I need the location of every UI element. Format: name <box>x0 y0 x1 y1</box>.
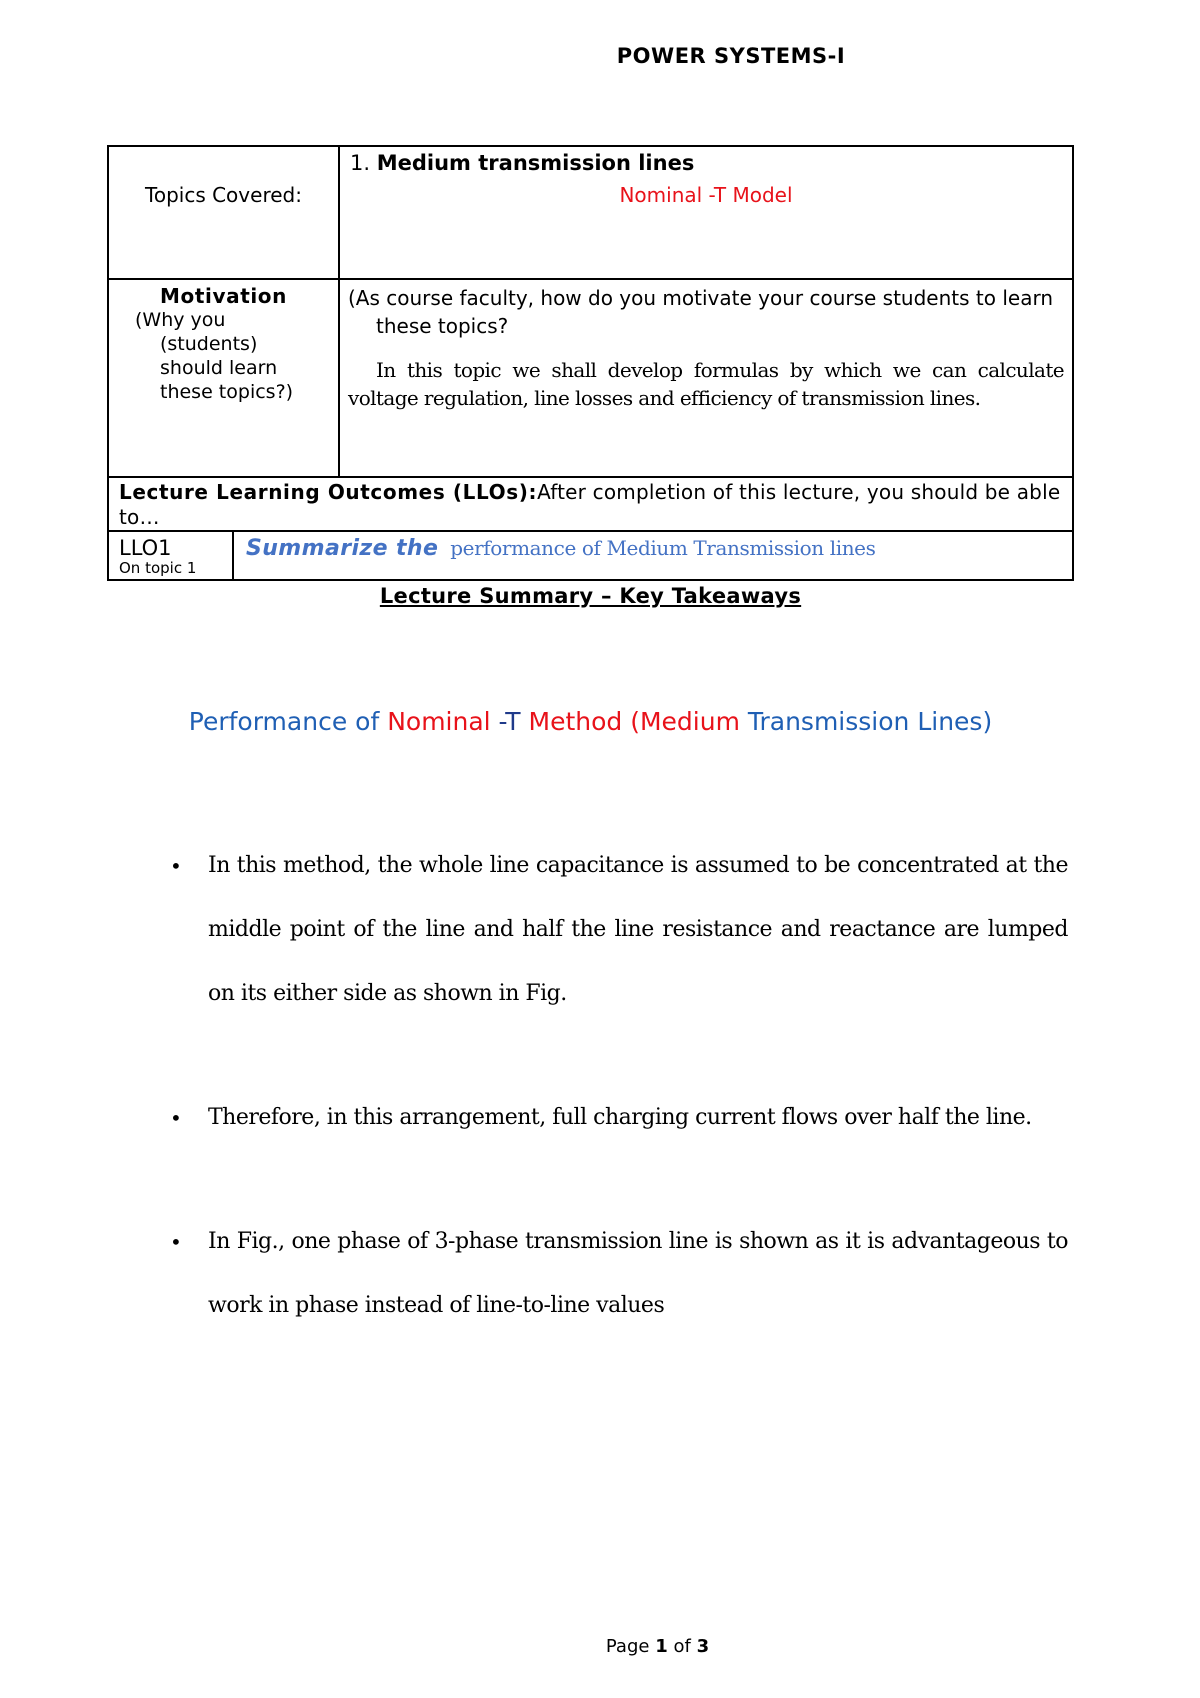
llo-id-cell <box>109 532 234 579</box>
motivation-why-line1: (Why you <box>135 309 226 331</box>
motivation-row <box>108 279 1073 477</box>
motivation-question <box>348 284 1064 340</box>
perf-title-part2: Nominal <box>387 707 491 736</box>
motivation-question-line2: these topics? <box>376 314 509 338</box>
motivation-label-cell <box>108 279 339 477</box>
motivation-why-line3: should learn <box>160 357 278 379</box>
page-footer <box>0 1636 1200 1657</box>
lecture-info-table <box>107 145 1074 581</box>
lecture-summary-title: Lecture Summary – Key Takeaways <box>379 584 802 608</box>
list-item: • In Fig., one phase of 3-phase transmission line is shown as it is advantageous to work in phase instead of line-to-line values <box>170 1210 1068 1338</box>
motivation-answer: In this topic we shall develop formulas by which we can calculate voltage regulation, line losses and efficiency of transmission lines. <box>348 358 1064 410</box>
footer-page-total: 3 <box>696 1636 710 1657</box>
llo-heading-cell <box>108 477 1073 531</box>
key-takeaways-list <box>170 834 1068 1398</box>
llo-heading-bold: Lecture Learning Outcomes (LLOs): <box>119 480 538 504</box>
motivation-content-cell <box>339 279 1073 477</box>
topic-subtitle: Nominal -T Model <box>619 183 793 207</box>
footer-page-word: Page <box>605 1636 650 1657</box>
motivation-why-line2: (students) <box>160 333 258 355</box>
llo-heading-text: After completion of this lecture, you should be able to… <box>119 480 1061 529</box>
list-item: • Therefore, in this arrangement, full charging current flows over half the line. <box>170 1086 1068 1150</box>
llo-topic: On topic 1 <box>119 559 197 577</box>
llo-content <box>109 532 1072 579</box>
llo-heading-row <box>108 477 1073 531</box>
llo-text: performance of Medium Transmission lines <box>450 536 876 560</box>
perf-title-part4: Method (Medium <box>528 707 740 736</box>
topic-item <box>340 147 1072 175</box>
footer-page-number: 1 <box>655 1636 668 1657</box>
topics-label-cell <box>108 146 339 279</box>
perf-title-part3: -T <box>490 707 529 736</box>
list-item: • In this method, the whole line capacitance is assumed to be concentrated at the middle point of the line and half the line resistance and reactance are lumped on its either side as shown in Fig. <box>170 834 1068 1026</box>
performance-heading <box>107 707 1074 736</box>
llo-cell <box>108 531 1073 580</box>
motivation-why <box>115 308 332 404</box>
topic-title: Medium transmission lines <box>376 151 695 175</box>
topics-row <box>108 146 1073 279</box>
motivation-why-line4: these topics?) <box>160 381 294 403</box>
motivation-question-line1: (As course faculty, how do you motivate your course students to learn <box>348 286 1053 310</box>
motivation-title: Motivation <box>160 284 287 308</box>
topics-content-cell <box>339 146 1073 279</box>
footer-of-word: of <box>673 1636 691 1657</box>
llo-row <box>108 531 1073 580</box>
perf-title-part1: Performance of <box>188 707 388 736</box>
topics-label: Topics Covered: <box>145 183 302 207</box>
llo-description-cell <box>234 532 885 579</box>
topic-number: 1. <box>350 151 371 175</box>
llo-heading <box>109 478 1072 530</box>
llo-verb: Summarize the <box>246 536 439 561</box>
perf-title-part5: Transmission Lines) <box>739 707 993 736</box>
llo-code: LLO1 <box>119 536 172 560</box>
document-header-title: POWER SYSTEMS-I <box>616 44 846 68</box>
